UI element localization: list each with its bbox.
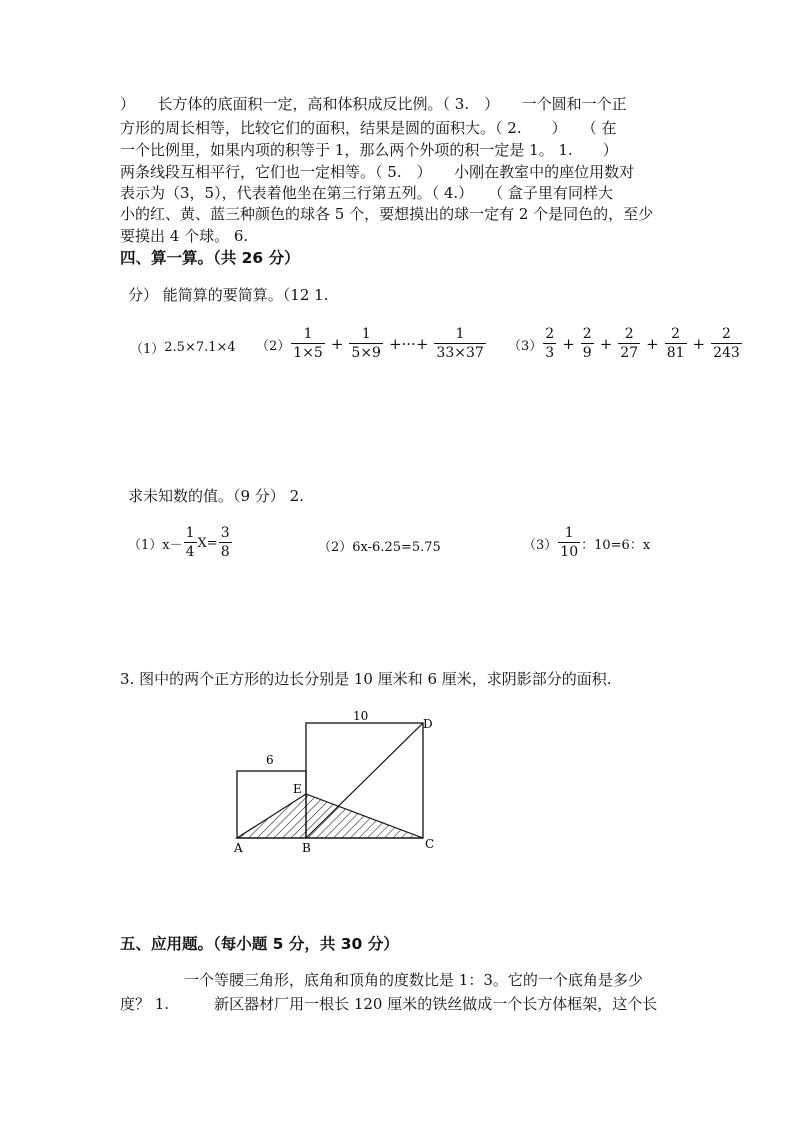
equation-text: （2）6x-6.25=5.75 — [318, 540, 441, 555]
section-title: 四、算一算。（共 26 分） — [120, 249, 300, 267]
fraction: $\frac{2}{3}$ — [545, 326, 555, 361]
text-line: ） 长方体的底面积一定，高和体积成反比例。（ 3. ） 一个圆和一个正 — [120, 95, 627, 113]
geometry-figure — [225, 700, 445, 860]
fraction: $\frac{1}{4}$ — [185, 525, 195, 560]
fraction: $\frac{2}{243}$ — [713, 326, 740, 361]
point-label-b: B — [302, 841, 311, 855]
equation-1: （1）x－ $\frac{1}{4}$ X= $\frac{3}{8}$ — [128, 525, 230, 560]
fraction: $\frac{3}{8}$ — [220, 525, 230, 560]
shaded-triangle — [237, 794, 423, 838]
section-title: 五、应用题。（每小题 5 分，共 30 分） — [120, 935, 399, 953]
question-intro: 求未知数的值。（9 分） 2. — [128, 487, 304, 505]
fraction: $\frac{2}{27}$ — [620, 326, 639, 361]
text-line: 一个等腰三角形，底角和顶角的度数比是 1：3。它的一个底角是多少 — [184, 971, 643, 989]
point-label-c: C — [425, 837, 435, 851]
text-line: 两条线段互相平行，它们也一定相等。（ 5. ） 小刚在教室中的座位用数对 — [120, 163, 635, 181]
text-line: 要摸出 4 个球。 6. — [120, 227, 249, 245]
ellipsis: +···+ — [388, 335, 429, 353]
text-line: 小的红、黄、蓝三种颜色的球各 5 个，要想摸出的球一定有 2 个是同色的，至少 — [120, 205, 654, 223]
fraction: $\frac{1}{10}$ — [560, 525, 579, 560]
question-intro: 分） 能简算的要简算。（12 1. — [128, 286, 329, 304]
point-label-e: E — [293, 782, 302, 796]
label-len-small: 6 — [266, 753, 274, 767]
equation-2 — [318, 536, 441, 555]
point-label-d: D — [423, 717, 433, 731]
expression-3: （3） $\frac{2}{3}$ + $\frac{2}{9}$ + $\frac{2}{27}$ + $\frac{2}{81}$ + $\frac{2}{243}$ — [508, 326, 740, 361]
text-line: 方形的周长相等，比较它们的面积，结果是圆的面积大。（ 2. ） （ 在 — [120, 119, 617, 137]
text-line: 一个比例里，如果内项的积等于 1，那么两个外项的积一定是 1。 1. ） — [120, 141, 618, 159]
item-label: （1） — [130, 342, 165, 357]
equation-3: （3） $\frac{1}{10}$ ：10=6：x — [523, 525, 651, 560]
text-line: 表示为（3，5），代表着他坐在第三行第五列。（ 4.） （ 盒子里有同样大 — [120, 184, 613, 202]
fraction: $\frac{1}{5\times 9}$ — [351, 326, 381, 361]
fraction: $\frac{2}{9}$ — [582, 326, 592, 361]
item-label: （3） — [508, 338, 543, 354]
item-label: （1）x－ — [128, 537, 183, 553]
question-text: 3. 图中的两个正方形的边长分别是 10 厘米和 6 厘米，求阴影部分的面积. — [120, 670, 612, 688]
fraction: $\frac{1}{33\times 37}$ — [436, 326, 484, 361]
item-label: （2） — [256, 338, 291, 354]
expression-text: 2.5×7.1×4 — [164, 340, 236, 355]
expression-1 — [130, 338, 236, 357]
label-len-big: 10 — [353, 709, 369, 723]
expression-2: （2） $\frac{1}{1\times 5}$ + $\frac{1}{5\times 9}$ +···+ $\frac{1}{33\times 37}$ — [256, 326, 484, 361]
fraction: $\frac{1}{1\times 5}$ — [293, 326, 323, 361]
fraction: $\frac{2}{81}$ — [666, 326, 685, 361]
point-label-a: A — [234, 841, 243, 855]
item-label: （3） — [523, 537, 558, 553]
text-line: 度？ 1. 新区器材厂用一根长 120 厘米的铁丝做成一个长方体框架，这个长 — [120, 995, 658, 1013]
